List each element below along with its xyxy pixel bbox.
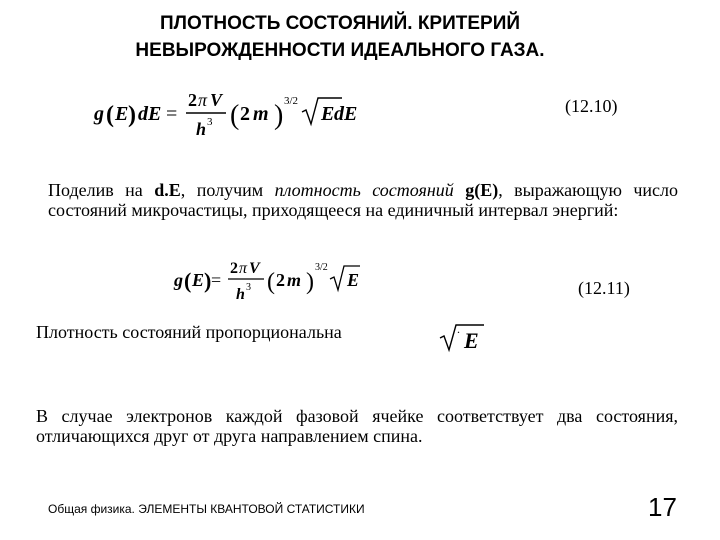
svg-text:π: π — [198, 90, 208, 110]
svg-text:): ) — [128, 102, 136, 128]
svg-text:E: E — [464, 328, 479, 353]
svg-text:h: h — [236, 286, 245, 303]
svg-text:=: = — [166, 103, 178, 125]
footer-text: Общая физика. ЭЛЕМЕНТЫ КВАНТОВОЙ СТАТИСТИКИ — [48, 502, 365, 516]
equation-number-12-10: (12.10) — [565, 96, 618, 116]
svg-text:3/2: 3/2 — [284, 95, 299, 107]
paragraph-proportional: Плотность состояний пропорциональна — [36, 322, 342, 342]
svg-text:E: E — [347, 270, 360, 290]
svg-text:(: ( — [184, 268, 192, 293]
svg-text:3: 3 — [246, 282, 251, 293]
svg-text:(: ( — [267, 269, 275, 295]
svg-text:E: E — [115, 103, 129, 125]
svg-text:2: 2 — [230, 260, 238, 277]
title-line-1: ПЛОТНОСТЬ СОСТОЯНИЙ. КРИТЕРИЙ — [159, 13, 521, 34]
svg-text:h: h — [196, 119, 207, 139]
svg-text:2: 2 — [276, 270, 285, 290]
svg-text:dE: dE — [334, 103, 358, 125]
svg-text:V: V — [249, 260, 260, 277]
paragraph-electrons-spin: В случае электронов каждой фазовой ячейке соответствует два состояния, отличающихся друг от друга направлением спина. — [36, 406, 678, 446]
svg-text:π: π — [239, 260, 248, 277]
title-line-2: НЕВЫРОЖДЕННОСТИ ИДЕАЛЬНОГО ГАЗА. — [135, 40, 545, 61]
svg-text:.: . — [457, 322, 460, 336]
svg-text:): ) — [204, 268, 212, 293]
sqrt-E-expression — [438, 322, 488, 356]
equation-number-12-11: (12.11) — [578, 278, 630, 298]
dE-term: d.E — [154, 180, 181, 200]
svg-text:g: g — [94, 103, 104, 125]
svg-text:m: m — [287, 270, 302, 290]
svg-text:3: 3 — [207, 116, 213, 128]
svg-text:(: ( — [230, 100, 240, 131]
svg-text:E: E — [192, 270, 205, 290]
svg-text:=: = — [211, 270, 222, 290]
svg-text:2: 2 — [188, 90, 197, 110]
page-number: 17 — [648, 492, 677, 522]
slide-title — [60, 10, 620, 64]
equation-12-10 — [90, 84, 360, 142]
svg-text:g: g — [174, 270, 183, 290]
svg-text:): ) — [306, 269, 314, 295]
equation-12-11 — [170, 256, 360, 304]
svg-text:(: ( — [106, 102, 114, 128]
svg-text:dE: dE — [138, 103, 162, 125]
svg-text:E: E — [321, 103, 335, 125]
paragraph-density-intro: Поделив на d.E, получим плотность состояний g(E), выражающую число состояний микрочастицы, приходящееся на единичный интервал энергий: — [48, 180, 679, 220]
svg-text:): ) — [274, 100, 284, 131]
gE-term: g(E) — [465, 180, 499, 200]
svg-text:m: m — [253, 103, 269, 125]
svg-text:V: V — [210, 90, 223, 110]
density-term: плотность состояний — [274, 180, 454, 200]
svg-text:2: 2 — [240, 103, 250, 125]
svg-text:3/2: 3/2 — [315, 262, 328, 273]
